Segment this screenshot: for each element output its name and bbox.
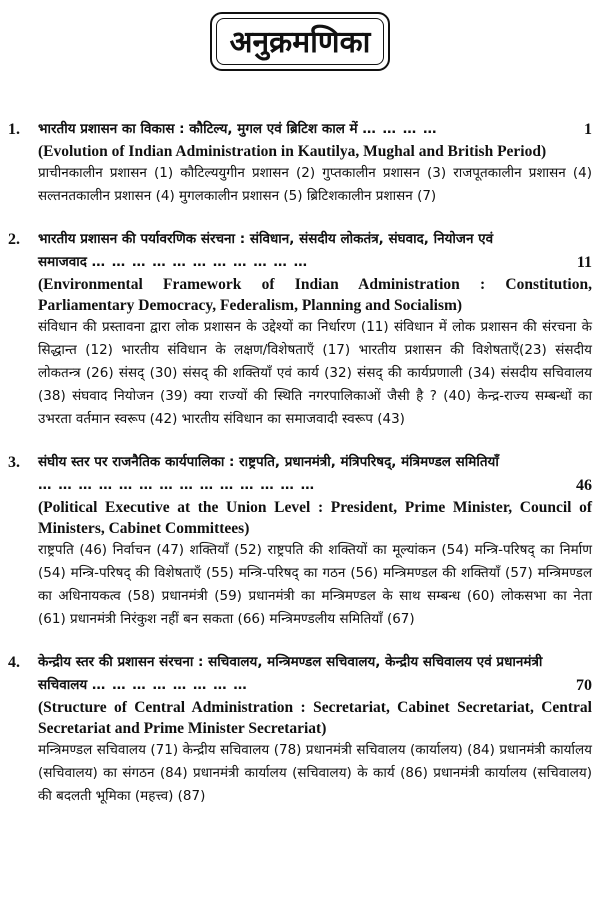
chapter-heading-text: संघीय स्तर पर राजनैतिक कार्यपालिका : राष्ट्रपति, प्रधानमंत्री, मंत्रिपरिषद्, मंत्रिमण्डल समितियाँ — [38, 454, 499, 470]
chapter-number: 2. — [8, 231, 20, 248]
chapter-english-title: (Political Executive at the Union Level : President, Prime Minister, Council of Ministers, Cabinet Committees) — [38, 499, 592, 537]
chapter-page-number: 46 — [576, 477, 592, 494]
chapter-page-number: 70 — [576, 677, 592, 694]
chapter-heading — [38, 228, 544, 274]
chapter-subtopics: मन्त्रिमण्डल सचिवालय (71) केन्द्रीय सचिवालय (78) प्रधानमंत्री सचिवालय (कार्यालय) (84) प्रधानमंत्री कार्यालय (सचिवालय) का संगठन (84) प्रधानमंत्री कार्यालय (सचिवालय) के कार्य (86) प्रधानमंत्री कार्यालय (सचिवालय) की बदलती भूमिका (महत्त्व) (87) — [38, 742, 592, 804]
chapter-subtopics: प्राचीनकालीन प्रशासन (1) कौटिल्ययुगीन प्रशासन (2) गुप्तकालीन प्रशासन (3) राजपूतकालीन प्रशासन (4) सल्तनतकालीन प्रशासन (4) मुगलकालीन प्रशासन (5) ब्रिटिशकालीन प्रशासन (7) — [38, 165, 592, 204]
chapter-heading — [38, 651, 544, 697]
chapter-english-title: (Structure of Central Administration : Secretariat, Cabinet Secretariat, Central Secretariat and Prime Minister Secretariat) — [38, 699, 592, 737]
chapter-heading-row[interactable] — [38, 451, 592, 497]
chapter-heading-text: भारतीय प्रशासन की पर्यावरणिक संरचना : संविधान, संसदीय लोकतंत्र, संघवाद, नियोजन एवं समाजवाद — [38, 231, 494, 270]
title-area — [0, 12, 600, 71]
chapter-heading-row[interactable] — [38, 118, 592, 141]
toc-chapter-4 — [8, 651, 592, 808]
toc-chapter-1 — [8, 118, 592, 208]
chapter-heading — [38, 118, 544, 141]
leader-dots: … … … … … … … … … … … — [91, 254, 309, 270]
chapter-number: 1. — [8, 121, 20, 138]
chapter-heading-text: भारतीय प्रशासन का विकास : कौटिल्य, मुगल एवं ब्रिटिश काल में — [38, 121, 358, 137]
chapter-number: 3. — [8, 454, 20, 471]
chapter-page-number: 11 — [576, 254, 592, 271]
chapter-heading-row[interactable] — [38, 651, 592, 697]
toc-chapter-3 — [8, 451, 592, 631]
leader-dots: … … … … — [362, 121, 438, 137]
chapter-english-title: (Evolution of Indian Administration in Kautilya, Mughal and British Period) — [38, 143, 547, 160]
chapter-subtopics: राष्ट्रपति (46) निर्वाचन (47) शक्तियाँ (52) राष्ट्रपति की शक्तियों का मूल्यांकन (54) मन्त्रि-परिषद् का निर्माण (54) मन्त्रि-परिषद् की विशेषताएँ (55) मन्त्रि-परिषद् का गठन (56) मन्त्रिमण्डल की शक्तियाँ (57) मन्त्रिमण्डल का अधिनायकत्व (58) प्रधानमंत्री (59) प्रधानमंत्री का मन्त्रिमण्डल के साथ सम्बन्ध (60) लोकसभा का नेता (61) प्रधानमंत्री निरंकुश नहीं बन सकता (66) मन्त्रिमण्डलीय समितियाँ (67) — [38, 542, 592, 627]
chapter-heading-row[interactable] — [38, 228, 592, 274]
chapter-heading-text: केन्द्रीय स्तर की प्रशासन संरचना : सचिवालय, मन्त्रिमण्डल सचिवालय, केन्द्रीय सचिवालय एवं प्रधानमंत्री सचिवालय — [38, 654, 543, 693]
table-of-contents — [8, 118, 592, 828]
chapter-number: 4. — [8, 654, 20, 671]
leader-dots: … … … … … … … … … … … … … … — [38, 477, 316, 493]
page-title: अनुक्रमणिका — [210, 12, 391, 71]
leader-dots: … … … … … … … … — [91, 677, 248, 693]
chapter-heading — [38, 451, 544, 497]
chapter-english-title: (Environmental Framework of Indian Administration : Constitution, Parliamentary Democracy, Federalism, Planning and Socialism) — [38, 276, 592, 314]
chapter-subtopics: संविधान की प्रस्तावना द्वारा लोक प्रशासन के उद्देश्यों का निर्धारण (11) संविधान में लोक प्रशासन की संरचना के सिद्धान्त (12) भारतीय संविधान के लक्षण/विशेषताएँ (17) भारतीय प्रशासन की विशेषताएँ(23) संसदीय लोकतन्त्र (26) संसद् (30) संसद् की शक्तियाँ एवं कार्य (32) संसद् की कार्यप्रणाली (34) संसदीय सचिवालय (38) संघवाद नियोजन (39) क्या राज्यों की स्थिति नगरपालिकाओं जैसी है ? (40) केन्द्र-राज्य सम्बन्धों का उभरता वर्तमान स्वरूप (42) भारतीय संविधान का समाजवादी स्वरूप (43) — [38, 319, 592, 427]
toc-chapter-2 — [8, 228, 592, 431]
chapter-page-number: 1 — [584, 121, 592, 138]
